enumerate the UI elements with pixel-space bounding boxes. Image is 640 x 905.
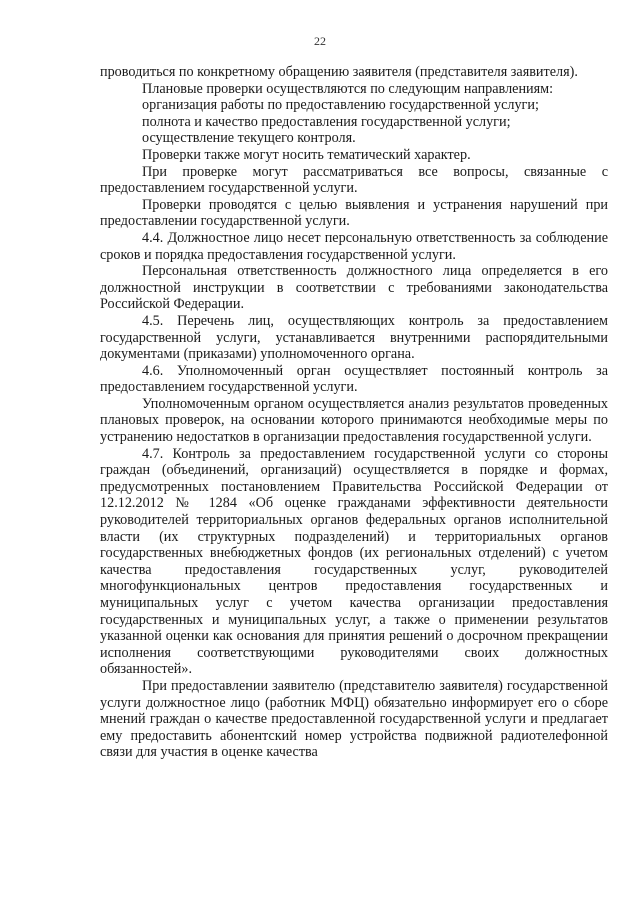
page-number: 22: [314, 34, 326, 48]
paragraph-4-6: 4.6. Уполномоченный орган осуществляет постоянный контроль за предоставлением государственной услуги.: [100, 362, 608, 396]
paragraph-continuation: проводиться по конкретному обращению заявителя (представителя заявителя).: [100, 64, 578, 80]
paragraph-4-5: 4.5. Перечень лиц, осуществляющих контроль за предоставлением государственной услуги, устанавливается внутренними распорядительными документами (приказами) уполномоченного органа.: [100, 312, 608, 363]
list-item-organization: организация работы по предоставлению государственной услуги;: [142, 97, 539, 114]
paragraph-scope: При проверке могут рассматриваться все вопросы, связанные с предоставлением государственной услуги.: [100, 163, 608, 197]
paragraph-planned-checks: Плановые проверки осуществляются по следующим направлениям:: [142, 80, 554, 97]
paragraph-thematic: Проверки также могут носить тематический характер.: [142, 146, 471, 163]
list-item-completeness: полнота и качество предоставления государственной услуги;: [142, 113, 511, 130]
document-body: [100, 64, 608, 761]
paragraph-analysis: Уполномоченным органом осуществляется анализ результатов проведенных плановых проверок, на основании которого принимаются необходимые меры по устранению недостатков в организации предоставления государственной услуги.: [100, 395, 608, 446]
paragraph-4-7: 4.7. Контроль за предоставлением государственной услуги со стороны граждан (объединений, организаций) осуществляется в порядке и формах, предусмотренных постановлением Правительства Российской Федерации от 12.12.2012 № 1284 «Об оценке гражданами эффективности деятельности руководителей территориальных органов федеральных органов исполнительной власти (их структурных подразделений) и территориальных органов государственных внебюджетных фондов (их региональных отделений) с учетом качества предоставления государственных услуг, руководителей многофункциональных центров предоставления государственных и муниципальных услуг с учетом качества организации предоставления государственных и муниципальных услуг, а также о применении результатов указанной оценки как основания для принятия решений о досрочном прекращении исполнения соответствующими руководителями своих должностных обязанностей».: [100, 445, 608, 678]
paragraph-4-4: 4.4. Должностное лицо несет персональную ответственность за соблюдение сроков и порядка предоставления государственной услуги.: [100, 229, 608, 263]
list-item-current-control: осуществление текущего контроля.: [142, 130, 356, 147]
paragraph-feedback: При предоставлении заявителю (представителю заявителя) государственной услуги должностное лицо (работник МФЦ) обязательно информирует его о сборе мнений граждан о качестве предоставленной государственной услуги и предлагает ему предоставить абонентский номер устройства подвижной радиотелефонной связи для участия в оценке качества: [100, 677, 608, 761]
paragraph-responsibility: Персональная ответственность должностного лица определяется в его должностной инструкции в соответствии с требованиями законодательства Российской Федерации.: [100, 263, 608, 313]
paragraph-purpose: Проверки проводятся с целью выявления и устранения нарушений при предоставлении государственной услуги.: [100, 196, 608, 230]
